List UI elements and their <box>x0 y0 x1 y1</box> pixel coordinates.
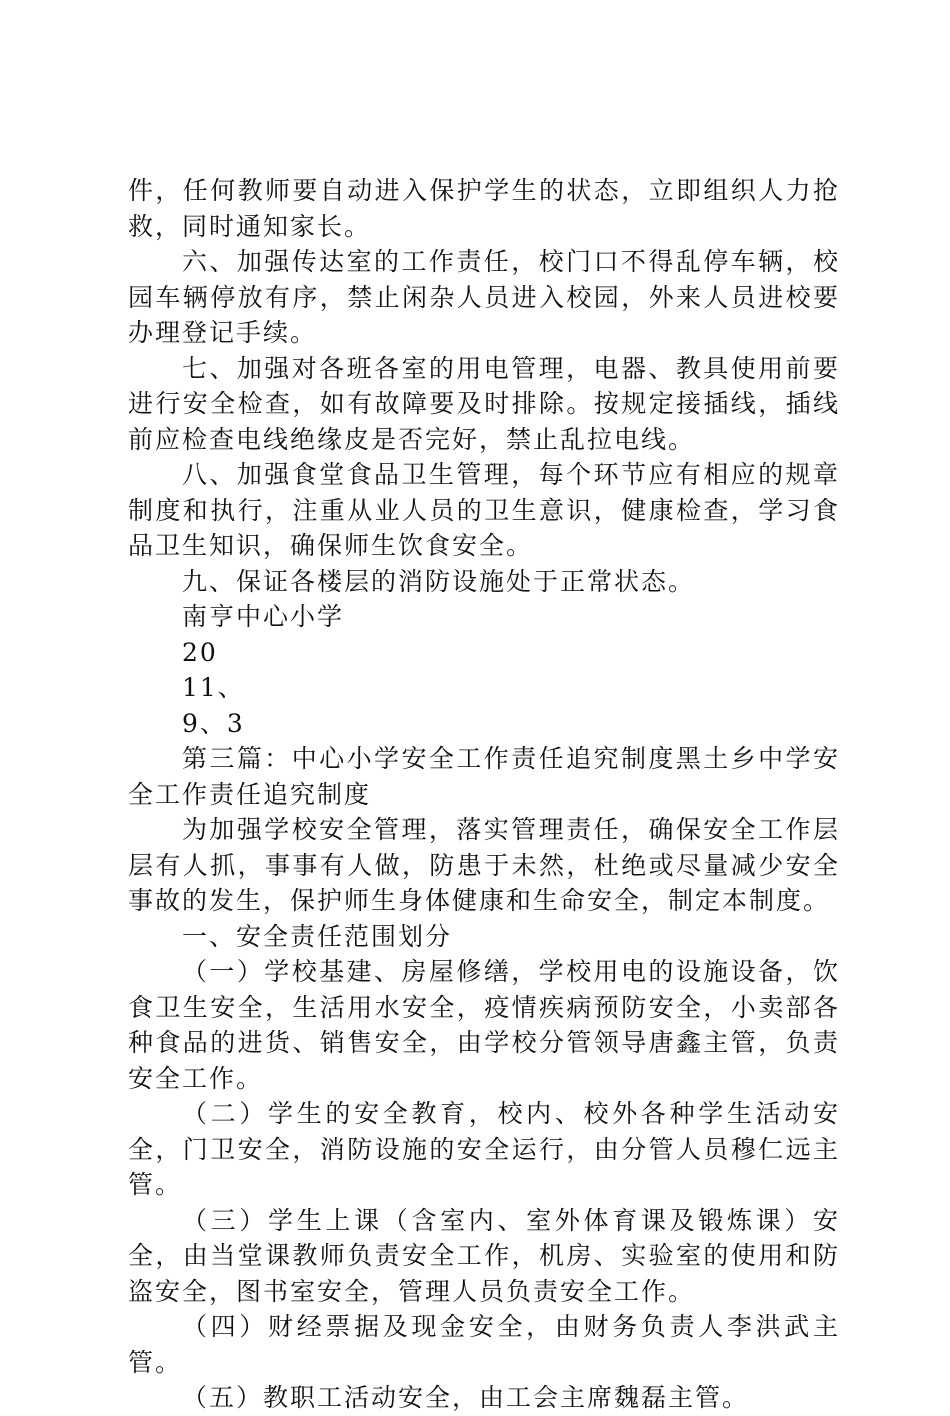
subheading-responsibility-scope: 一、安全责任范围划分 <box>182 921 453 951</box>
date-year-part: 20 <box>182 637 218 667</box>
document-body <box>128 173 840 1416</box>
paragraph-item-9: 九、保证各楼层的消防设施处于正常状态。 <box>182 566 696 596</box>
paragraph-sub-2: （二）学生的安全教育，校内、校外各种学生活动安全，门卫安全，消防设施的安全运行，由分管人员穆仁远主管。 <box>128 1099 840 1199</box>
section-heading-part-3: 第三篇：中心小学安全工作责任追究制度黑土乡中学安全工作责任追究制度 <box>128 744 840 809</box>
paragraph-intro: 为加强学校安全管理，落实管理责任，确保安全工作层层有人抓，事事有人做，防患于未然，杜绝或尽量减少安全事故的发生，保护师生身体健康和生命安全，制定本制度。 <box>128 815 840 915</box>
signature-school-name: 南亨中心小学 <box>182 602 345 631</box>
paragraph-item-6: 六、加强传达室的工作责任，校门口不得乱停车辆，校园车辆停放有序，禁止闲杂人员进入校园，外来人员进校要办理登记手续。 <box>128 247 840 347</box>
paragraph-item-7: 七、加强对各班各室的用电管理，电器、教具使用前要进行安全检查，如有故障要及时排除。按规定接插线，插线前应检查电线绝缘皮是否完好，禁止乱拉电线。 <box>128 353 840 454</box>
paragraph-sub-3: （三）学生上课（含室内、室外体育课及锻炼课）安全，由当堂课教师负责安全工作，机房、实验室的使用和防盗安全，图书室安全，管理人员负责安全工作。 <box>128 1205 840 1306</box>
date-year-suffix: 11、 <box>182 673 245 702</box>
paragraph-item-8: 八、加强食堂食品卫生管理，每个环节应有相应的规章制度和执行，注重从业人员的卫生意识，健康检查，学习食品卫生知识，确保师生饮食安全。 <box>128 460 840 560</box>
paragraph-continuation: 件，任何教师要自动进入保护学生的状态，立即组织人力抢救，同时通知家长。 <box>128 176 840 241</box>
paragraph-sub-1: （一）学校基建、房屋修缮，学校用电的设施设备，饮食卫生安全，生活用水安全，疫情疾病预防安全，小卖部各种食品的进货、销售安全，由学校分管领导唐鑫主管，负责安全工作。 <box>128 957 840 1093</box>
paragraph-sub-4: （四）财经票据及现金安全，由财务负责人李洪武主管。 <box>128 1312 840 1377</box>
date-month-day: 9、3 <box>182 708 245 738</box>
paragraph-sub-5: （五）教职工活动安全，由工会主席魏磊主管。 <box>182 1383 750 1412</box>
